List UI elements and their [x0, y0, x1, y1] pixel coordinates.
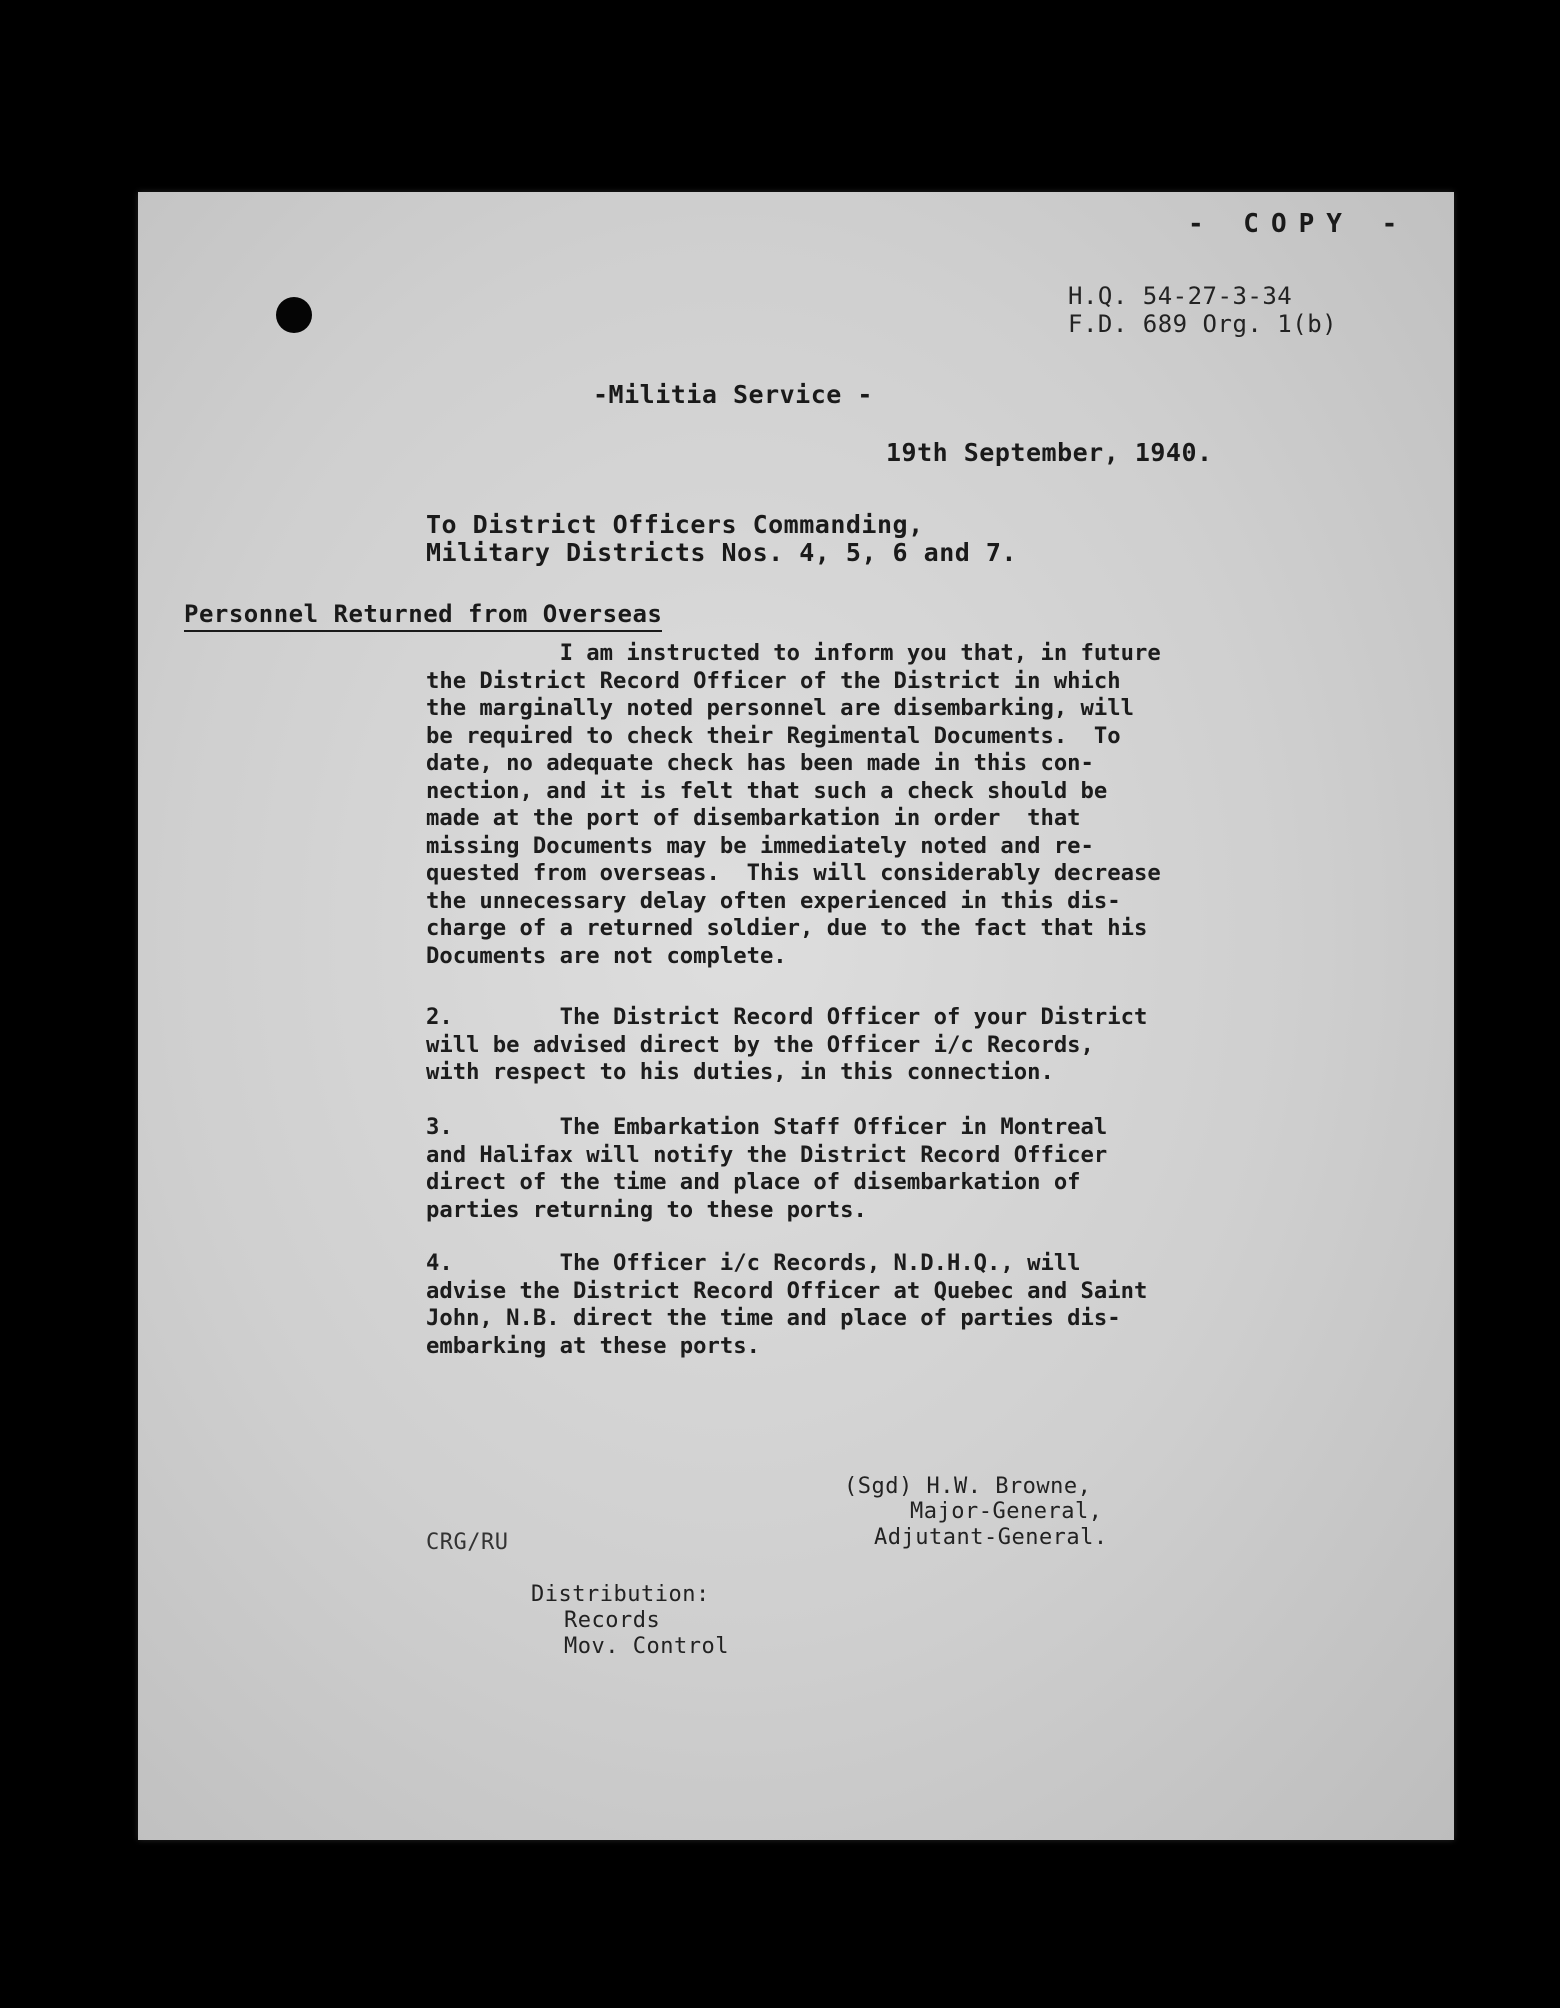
signature-rank: Major-General, — [910, 1499, 1103, 1524]
signature-name: (Sgd) H.W. Browne, — [844, 1474, 1092, 1499]
punch-hole — [276, 297, 312, 333]
reference-initials: CRG/RU — [426, 1530, 509, 1555]
distribution-item: Records — [564, 1608, 661, 1633]
file-reference-hq: H.Q. 54-27-3-34 — [1068, 282, 1293, 310]
distribution-item: Mov. Control — [564, 1634, 729, 1659]
paragraph-4: 4. The Officer i/c Records, N.D.H.Q., will advise the District Record Officer at Quebec and Saint John, N.B. direct the time and place of parties dis- embarking at these ports. — [426, 1250, 1148, 1359]
distribution-title: Distribution: — [531, 1582, 710, 1607]
service-title: -Militia Service - — [593, 380, 873, 409]
file-reference-fd: F.D. 689 Org. 1(b) — [1068, 310, 1338, 338]
paragraph-3: 3. The Embarkation Staff Officer in Montreal and Halifax will notify the District Record Officer direct of the time and place of disembarkation of parties returning to these ports. — [426, 1114, 1108, 1223]
copy-mark: - COPY - — [1188, 209, 1410, 239]
paragraph-2: 2. The District Record Officer of your District will be advised direct by the Officer i/c Records, with respect to his duties, in this connection. — [426, 1004, 1148, 1085]
addressee-line: To District Officers Commanding, — [426, 510, 924, 539]
subject-heading: Personnel Returned from Overseas — [184, 600, 662, 632]
addressee-line: Military Districts Nos. 4, 5, 6 and 7. — [426, 538, 1017, 567]
paragraph-1: I am instructed to inform you that, in future the District Record Officer of the District in which the marginally noted personnel are disembarking, will be required to check their Regimental Documents. To date, no adequate check has been made in this con- nection, and it is felt that such a check should be made at the port of disembarkation in order that missing Documents may be immediately noted and re- quested from overseas. This will considerably decrease the unnecessary delay often experienced in this dis- charge of a returned soldier, due to the fact that his Documents are not complete. — [426, 640, 1161, 969]
document-page — [138, 192, 1454, 1840]
signature-title: Adjutant-General. — [874, 1525, 1108, 1550]
letter-date: 19th September, 1940. — [886, 438, 1213, 467]
